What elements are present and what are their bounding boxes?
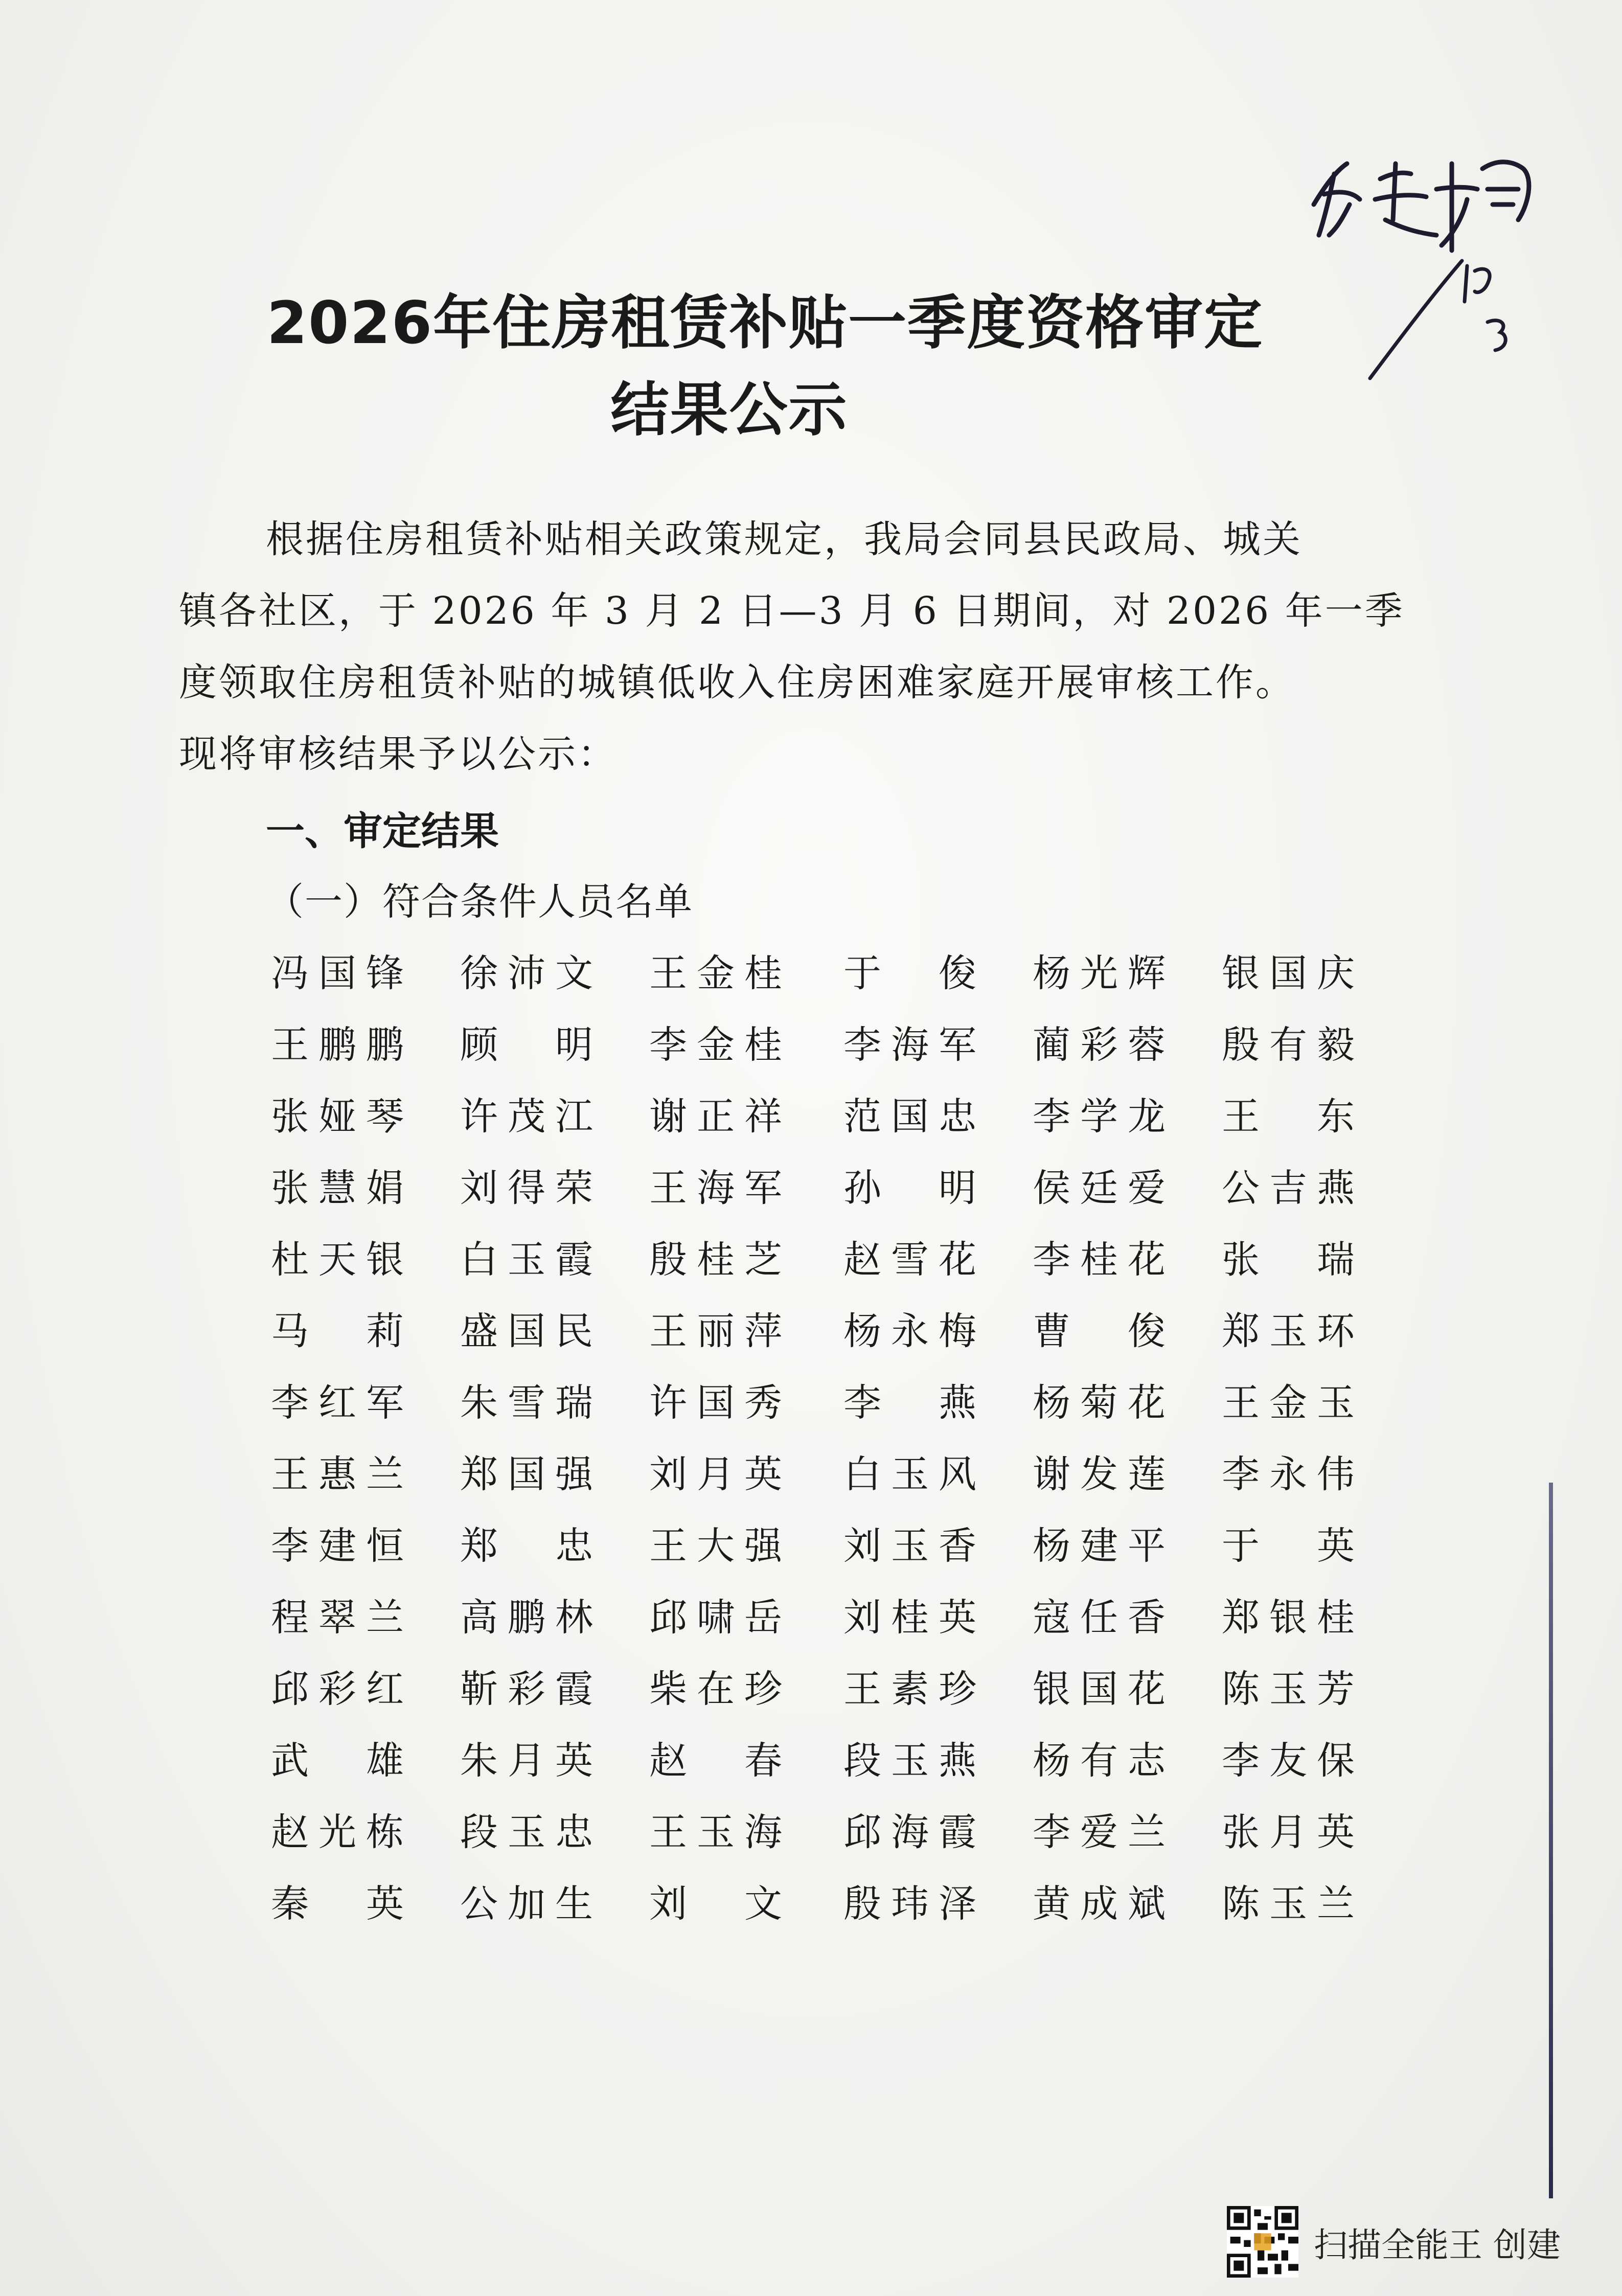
person-name: 曹俊 [1033, 1309, 1166, 1353]
person-name: 李燕 [843, 1381, 976, 1425]
person-name: 赵春 [649, 1739, 782, 1783]
person-name: 高鹏林 [460, 1596, 593, 1640]
page-title-line1: 2026年住房租赁补贴一季度资格审定 [266, 289, 1264, 357]
person-name: 王鹏鹏 [271, 1023, 404, 1067]
person-name: 刘桂英 [843, 1596, 976, 1640]
page-title-line2: 结果公示 [610, 376, 848, 444]
person-name: 于俊 [843, 951, 976, 995]
person-name: 李学龙 [1033, 1095, 1166, 1139]
person-name: 郑国强 [460, 1452, 593, 1496]
person-name: 刘文 [649, 1882, 782, 1926]
person-name: 郑银桂 [1222, 1596, 1355, 1640]
person-name: 李爱兰 [1033, 1810, 1166, 1854]
person-name: 赵雪花 [843, 1238, 976, 1282]
person-name: 杨永梅 [843, 1309, 976, 1353]
person-name: 谢正祥 [649, 1095, 782, 1139]
person-name: 白玉风 [843, 1452, 976, 1496]
person-name: 徐沛文 [460, 951, 593, 995]
person-name: 杨有志 [1033, 1739, 1166, 1783]
person-name: 张娅琴 [271, 1095, 404, 1139]
person-name: 于英 [1222, 1524, 1355, 1568]
person-name: 邱海霞 [843, 1810, 976, 1854]
person-name: 范国忠 [843, 1095, 976, 1139]
person-name: 冯国锋 [271, 951, 404, 995]
person-name: 黄成斌 [1033, 1882, 1166, 1926]
person-name: 段玉燕 [843, 1739, 976, 1783]
person-name: 靳彩霞 [460, 1667, 593, 1711]
person-name: 白玉霞 [460, 1238, 593, 1282]
scanner-watermark [1227, 2203, 1561, 2280]
person-name: 邱啸岳 [649, 1596, 782, 1640]
person-name: 段玉忠 [460, 1810, 593, 1854]
person-name: 陈玉兰 [1222, 1882, 1355, 1926]
person-name: 殷桂芝 [649, 1238, 782, 1282]
person-name: 王东 [1222, 1095, 1355, 1139]
person-name: 程翠兰 [271, 1596, 404, 1640]
person-name: 王大强 [649, 1524, 782, 1568]
person-name: 王海军 [649, 1166, 782, 1210]
qr-code-icon [1227, 2206, 1298, 2278]
person-name: 柴在珍 [649, 1667, 782, 1711]
intro-line: 根据住房租赁补贴相关政策规定，我局会同县民政局、城关 [266, 517, 1303, 561]
person-name: 寇任香 [1033, 1596, 1166, 1640]
person-name: 侯廷爱 [1033, 1166, 1166, 1210]
section-heading: 一、审定结果 [266, 808, 499, 854]
person-name: 刘月英 [649, 1452, 782, 1496]
person-name: 武雄 [271, 1739, 404, 1783]
person-name: 秦英 [271, 1882, 404, 1926]
person-name: 朱月英 [460, 1739, 593, 1783]
person-name: 公加生 [460, 1882, 593, 1926]
person-name: 朱雪瑞 [460, 1381, 593, 1425]
person-name: 李友保 [1222, 1739, 1355, 1783]
person-name: 李金桂 [649, 1023, 782, 1067]
person-name: 许国秀 [649, 1381, 782, 1425]
person-name: 李建恒 [271, 1524, 404, 1568]
person-name: 许茂江 [460, 1095, 593, 1139]
person-name: 张慧娟 [271, 1166, 404, 1210]
person-name: 公吉燕 [1222, 1166, 1355, 1210]
person-name: 盛国民 [460, 1309, 593, 1353]
person-name: 银国花 [1033, 1667, 1166, 1711]
person-name: 王玉海 [649, 1810, 782, 1854]
person-name: 陈玉芳 [1222, 1667, 1355, 1711]
person-name: 殷玮泽 [843, 1882, 976, 1926]
person-name: 李红军 [271, 1381, 404, 1425]
person-name: 李永伟 [1222, 1452, 1355, 1496]
subsection-heading: （一）符合条件人员名单 [266, 880, 693, 924]
person-name: 杨菊花 [1033, 1381, 1166, 1425]
person-name: 张月英 [1222, 1810, 1355, 1854]
person-name: 李海军 [843, 1023, 976, 1067]
person-name: 刘玉香 [843, 1524, 976, 1568]
person-name: 王金玉 [1222, 1381, 1355, 1425]
person-name: 王金桂 [649, 951, 782, 995]
person-name: 邱彩红 [271, 1667, 404, 1711]
person-name: 杨建平 [1033, 1524, 1166, 1568]
person-name: 顾明 [460, 1023, 593, 1067]
person-name: 刘得荣 [460, 1166, 593, 1210]
person-name: 郑玉环 [1222, 1309, 1355, 1353]
person-name: 杨光辉 [1033, 951, 1166, 995]
intro-line: 现将审核结果予以公示： [179, 732, 618, 776]
person-name: 郑忠 [460, 1524, 593, 1568]
person-name: 赵光栋 [271, 1810, 404, 1854]
person-name: 王惠兰 [271, 1452, 404, 1496]
person-name: 王丽萍 [649, 1309, 782, 1353]
person-name: 李桂花 [1033, 1238, 1166, 1282]
person-name: 谢发莲 [1033, 1452, 1166, 1496]
person-name: 蔺彩蓉 [1033, 1023, 1166, 1067]
person-name: 马莉 [271, 1309, 404, 1353]
scan-edge-mark [1549, 1483, 1553, 2198]
intro-line: 镇各社区，于 2026 年 3 月 2 日—3 月 6 日期间，对 2026 年一季 [179, 589, 1405, 633]
intro-paragraph [179, 504, 1405, 790]
intro-line: 度领取住房租赁补贴的城镇低收入住房困难家庭开展审核工作。 [179, 661, 1295, 704]
person-name: 王素珍 [843, 1667, 976, 1711]
person-name: 殷有毅 [1222, 1023, 1355, 1067]
scanner-app-credit: 扫描全能王 创建 [1314, 2225, 1561, 2265]
person-name: 杜天银 [271, 1238, 404, 1282]
person-name: 孙明 [843, 1166, 976, 1210]
person-name: 银国庆 [1222, 951, 1355, 995]
person-name: 张瑞 [1222, 1238, 1355, 1282]
